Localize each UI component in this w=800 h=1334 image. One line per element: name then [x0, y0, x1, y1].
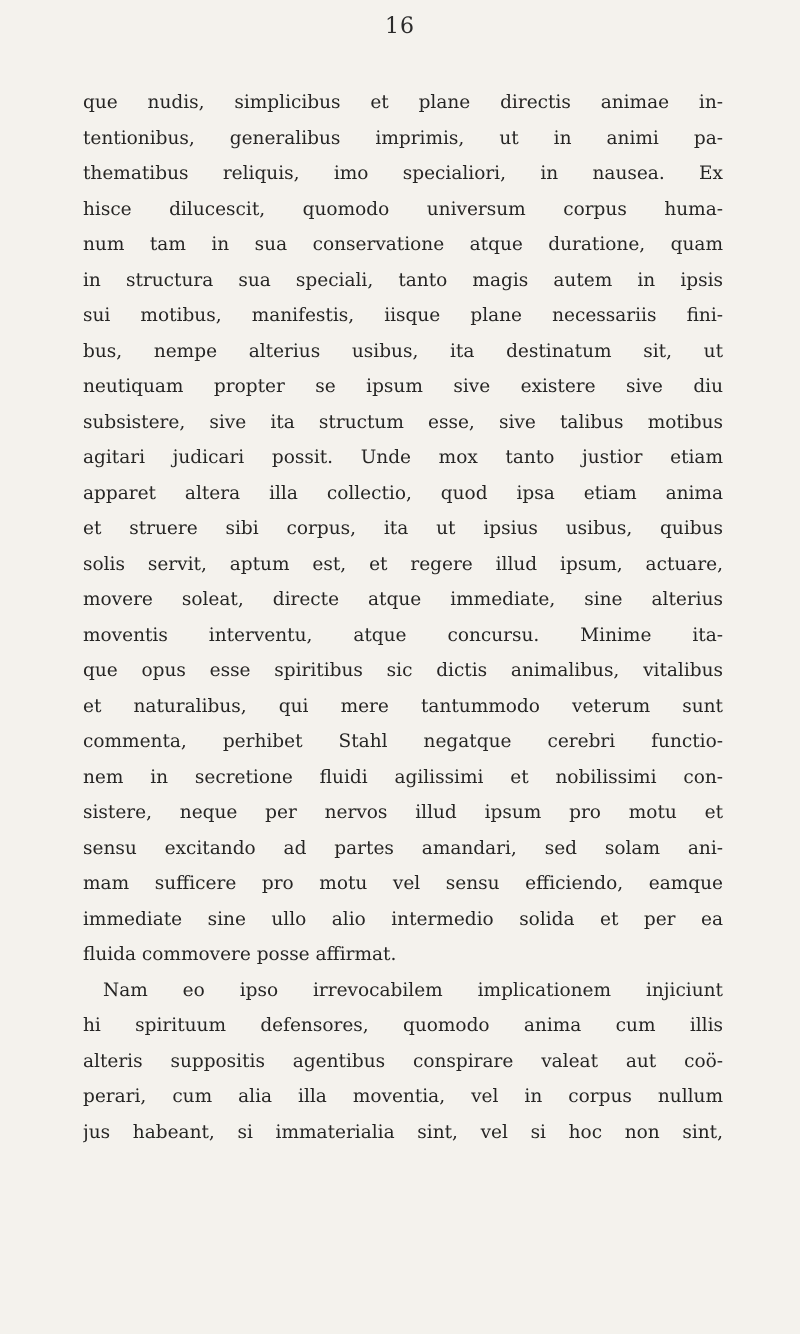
- body-text: [83, 85, 723, 1150]
- text-line: agitari judicari possit. Unde mox tanto justior etiam: [83, 447, 723, 468]
- text-line: solis servit, aptum est, et regere illud ipsum, actuare,: [83, 553, 723, 575]
- paragraph-start-line: Nam eo ipso irrevocabilem implicationem injiciunt: [103, 979, 723, 1001]
- text-line: alteris suppositis agentibus conspirare valeat aut coö-: [83, 1050, 723, 1072]
- text-line: immediate sine ullo alio intermedio solida et per ea: [83, 908, 723, 930]
- text-line: hi spirituum defensores, quomodo anima cum illis: [83, 1015, 723, 1036]
- text-line: moventis interventu, atque concursu. Minime ita-: [83, 624, 723, 646]
- text-line: tentionibus, generalibus imprimis, ut in animi pa-: [83, 127, 723, 149]
- text-line: neutiquam propter se ipsum sive existere sive diu: [83, 376, 723, 397]
- text-line: sistere, neque per nervos illud ipsum pro motu et: [83, 802, 723, 823]
- text-line: sui motibus, manifestis, iisque plane necessariis fini-: [83, 305, 723, 326]
- text-line: et naturalibus, qui mere tantummodo veterum sunt: [83, 695, 723, 717]
- text-line: mam sufficere pro motu vel sensu efficiendo, eamque: [83, 873, 723, 894]
- text-line: movere soleat, directe atque immediate, sine alterius: [83, 589, 723, 610]
- paragraph-end-line: fluida commovere posse affirmat.: [83, 944, 397, 965]
- text-line: commenta, perhibet Stahl negatque cerebri functio-: [83, 731, 723, 752]
- text-line: hisce dilucescit, quomodo universum corpus huma-: [83, 198, 723, 220]
- text-line: et struere sibi corpus, ita ut ipsius usibus, quibus: [83, 518, 723, 539]
- text-line: in structura sua speciali, tanto magis autem in ipsis: [83, 269, 723, 291]
- text-line: que opus esse spiritibus sic dictis animalibus, vitalibus: [83, 660, 723, 681]
- text-line: perari, cum alia illa moventia, vel in corpus nullum: [83, 1086, 723, 1107]
- text-line: que nudis, simplicibus et plane directis animae in-: [83, 92, 723, 113]
- text-line: num tam in sua conservatione atque duratione, quam: [83, 234, 723, 255]
- text-line: sensu excitando ad partes amandari, sed solam ani-: [83, 837, 723, 859]
- text-line: nem in secretione fluidi agilissimi et nobilissimi con-: [83, 766, 723, 788]
- text-line: jus habeant, si immaterialia sint, vel si hoc non sint,: [83, 1121, 723, 1143]
- text-line: apparet altera illa collectio, quod ipsa etiam anima: [83, 482, 723, 504]
- text-line: thematibus reliquis, imo specialiori, in nausea. Ex: [83, 163, 723, 184]
- page-number: 16: [385, 14, 415, 39]
- text-line: bus, nempe alterius usibus, ita destinatum sit, ut: [83, 340, 723, 362]
- text-line: subsistere, sive ita structum esse, sive talibus motibus: [83, 411, 723, 433]
